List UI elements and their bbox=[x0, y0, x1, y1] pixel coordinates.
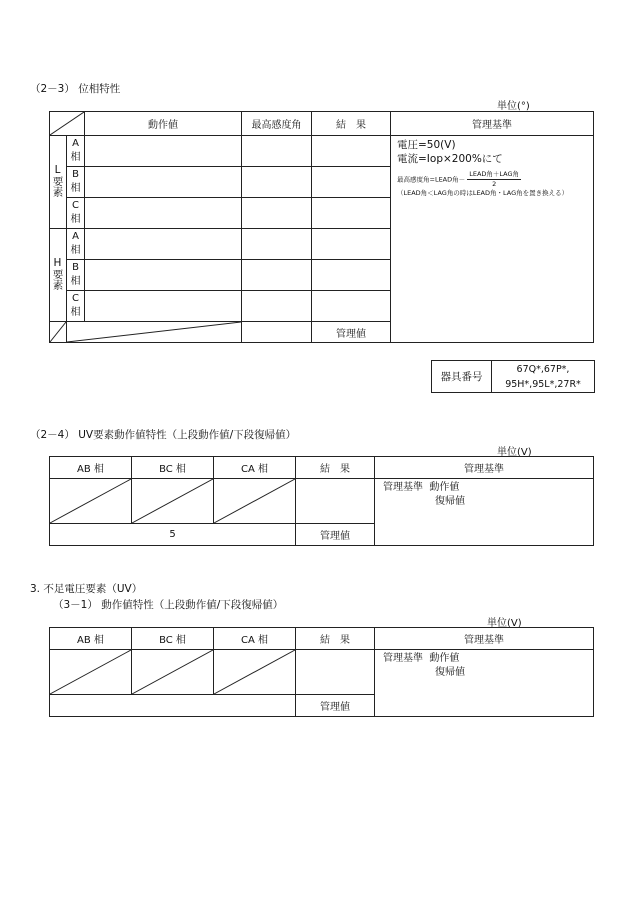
mgmt-value-label: 管理値 bbox=[296, 524, 375, 546]
header-operate-value: 動作値 bbox=[85, 112, 242, 136]
header-criteria: 管理基準 bbox=[375, 457, 594, 479]
h-c-result-input[interactable] bbox=[312, 291, 391, 322]
l-a-angle-input[interactable] bbox=[242, 136, 312, 167]
section-3-1-title: （3－1） 動作値特性（上段動作値/下段復帰値） bbox=[53, 599, 284, 611]
h-c-angle-input[interactable] bbox=[242, 291, 312, 322]
header-result: 結 果 bbox=[296, 628, 375, 650]
device-number-value: 67Q*,67P*, 95H*,95L*,27R* bbox=[492, 361, 595, 393]
phase-c-cell: C 相 bbox=[67, 198, 85, 229]
formula-denominator: 2 bbox=[492, 180, 497, 188]
undervoltage-table bbox=[49, 627, 594, 717]
h-c-operate-input[interactable] bbox=[85, 291, 242, 322]
header-ca-phase: CA 相 bbox=[214, 628, 296, 650]
formula-note: （LEAD角＜LAG角の時はLEAD角・LAG角を置き換える） bbox=[397, 189, 569, 197]
h-a-result-input[interactable] bbox=[312, 229, 391, 260]
mgmt-value-label: 管理値 bbox=[312, 322, 391, 343]
bc-phase-value-cell[interactable] bbox=[132, 650, 214, 695]
criteria-operate: 動作値 bbox=[429, 482, 460, 493]
header-ab-phase: AB 相 bbox=[50, 628, 132, 650]
criteria-operate: 動作値 bbox=[429, 653, 460, 664]
bottom-value-cell[interactable] bbox=[50, 695, 296, 717]
section-3-title: 3. 不足電圧要素（UV） bbox=[30, 583, 143, 595]
criteria-cell bbox=[391, 136, 594, 343]
l-c-angle-input[interactable] bbox=[242, 198, 312, 229]
l-b-angle-input[interactable] bbox=[242, 167, 312, 198]
ab-phase-value-cell[interactable] bbox=[50, 479, 132, 524]
header-bc-phase: BC 相 bbox=[132, 457, 214, 479]
ca-phase-value-cell[interactable] bbox=[214, 650, 296, 695]
device-number-table bbox=[431, 360, 595, 393]
h-b-result-input[interactable] bbox=[312, 260, 391, 291]
uv-element-table bbox=[49, 456, 594, 546]
device-number-label: 器具番号 bbox=[432, 361, 492, 393]
criteria-label: 管理基準 bbox=[383, 653, 423, 664]
header-result: 結 果 bbox=[312, 112, 391, 136]
group-l-label: L要素 bbox=[51, 164, 64, 197]
section-3-1-unit: 単位(V) bbox=[487, 618, 522, 629]
ca-phase-value-cell[interactable] bbox=[214, 479, 296, 524]
criteria-reset: 復帰値 bbox=[435, 496, 465, 507]
group-h-element bbox=[50, 229, 67, 322]
criteria-label: 管理基準 bbox=[383, 482, 423, 493]
l-c-operate-input[interactable] bbox=[85, 198, 242, 229]
header-ca-phase: CA 相 bbox=[214, 457, 296, 479]
l-b-operate-input[interactable] bbox=[85, 167, 242, 198]
phase-a-cell: A 相 bbox=[67, 136, 85, 167]
formula-numerator: LEAD角＋LAG角 bbox=[469, 170, 520, 178]
result-input[interactable] bbox=[296, 650, 375, 695]
criteria-cell bbox=[375, 650, 594, 717]
phase-characteristic-table bbox=[49, 111, 594, 343]
header-result: 結 果 bbox=[296, 457, 375, 479]
criteria-current: 電流=Iop×200%にて bbox=[397, 153, 503, 165]
phase-c-cell: C 相 bbox=[67, 291, 85, 322]
l-a-operate-input[interactable] bbox=[85, 136, 242, 167]
h-a-angle-input[interactable] bbox=[242, 229, 312, 260]
corner-diagonal-cell bbox=[50, 112, 85, 136]
header-criteria: 管理基準 bbox=[375, 628, 594, 650]
h-a-operate-input[interactable] bbox=[85, 229, 242, 260]
section-2-3-title: （2－3） 位相特性 bbox=[30, 83, 121, 95]
header-max-sensitivity-angle: 最高感度角 bbox=[242, 112, 312, 136]
l-c-result-input[interactable] bbox=[312, 198, 391, 229]
group-h-label: H要素 bbox=[51, 257, 64, 290]
section-2-3-unit: 単位(°) bbox=[497, 101, 530, 112]
mgmt-value-label: 管理値 bbox=[296, 695, 375, 717]
header-criteria: 管理基準 bbox=[391, 112, 594, 136]
phase-a-cell: A 相 bbox=[67, 229, 85, 260]
h-b-operate-input[interactable] bbox=[85, 260, 242, 291]
bottom-diagonal-small bbox=[50, 322, 67, 343]
formula: 最高感度角=LEAD角－ $\frac{\text{LEAD角＋LAG角}}{2}$ bbox=[397, 170, 520, 188]
bottom-angle-cell bbox=[242, 322, 312, 343]
criteria-cell bbox=[375, 479, 594, 546]
l-a-result-input[interactable] bbox=[312, 136, 391, 167]
l-b-result-input[interactable] bbox=[312, 167, 391, 198]
section-2-4-unit: 単位(V) bbox=[497, 447, 532, 458]
group-l-element bbox=[50, 136, 67, 229]
bc-phase-value-cell[interactable] bbox=[132, 479, 214, 524]
h-b-angle-input[interactable] bbox=[242, 260, 312, 291]
section-2-4-title: （2－4） UV要素動作値特性（上段動作値/下段復帰値） bbox=[30, 429, 297, 441]
bottom-diagonal-wide bbox=[67, 322, 242, 343]
ab-phase-value-cell[interactable] bbox=[50, 650, 132, 695]
criteria-reset: 復帰値 bbox=[435, 667, 465, 678]
phase-b-cell: B 相 bbox=[67, 260, 85, 291]
header-bc-phase: BC 相 bbox=[132, 628, 214, 650]
result-input[interactable] bbox=[296, 479, 375, 524]
bottom-value-cell: 5 bbox=[50, 524, 296, 546]
phase-b-cell: B 相 bbox=[67, 167, 85, 198]
header-ab-phase: AB 相 bbox=[50, 457, 132, 479]
criteria-voltage: 電圧=50(V) bbox=[397, 139, 456, 151]
